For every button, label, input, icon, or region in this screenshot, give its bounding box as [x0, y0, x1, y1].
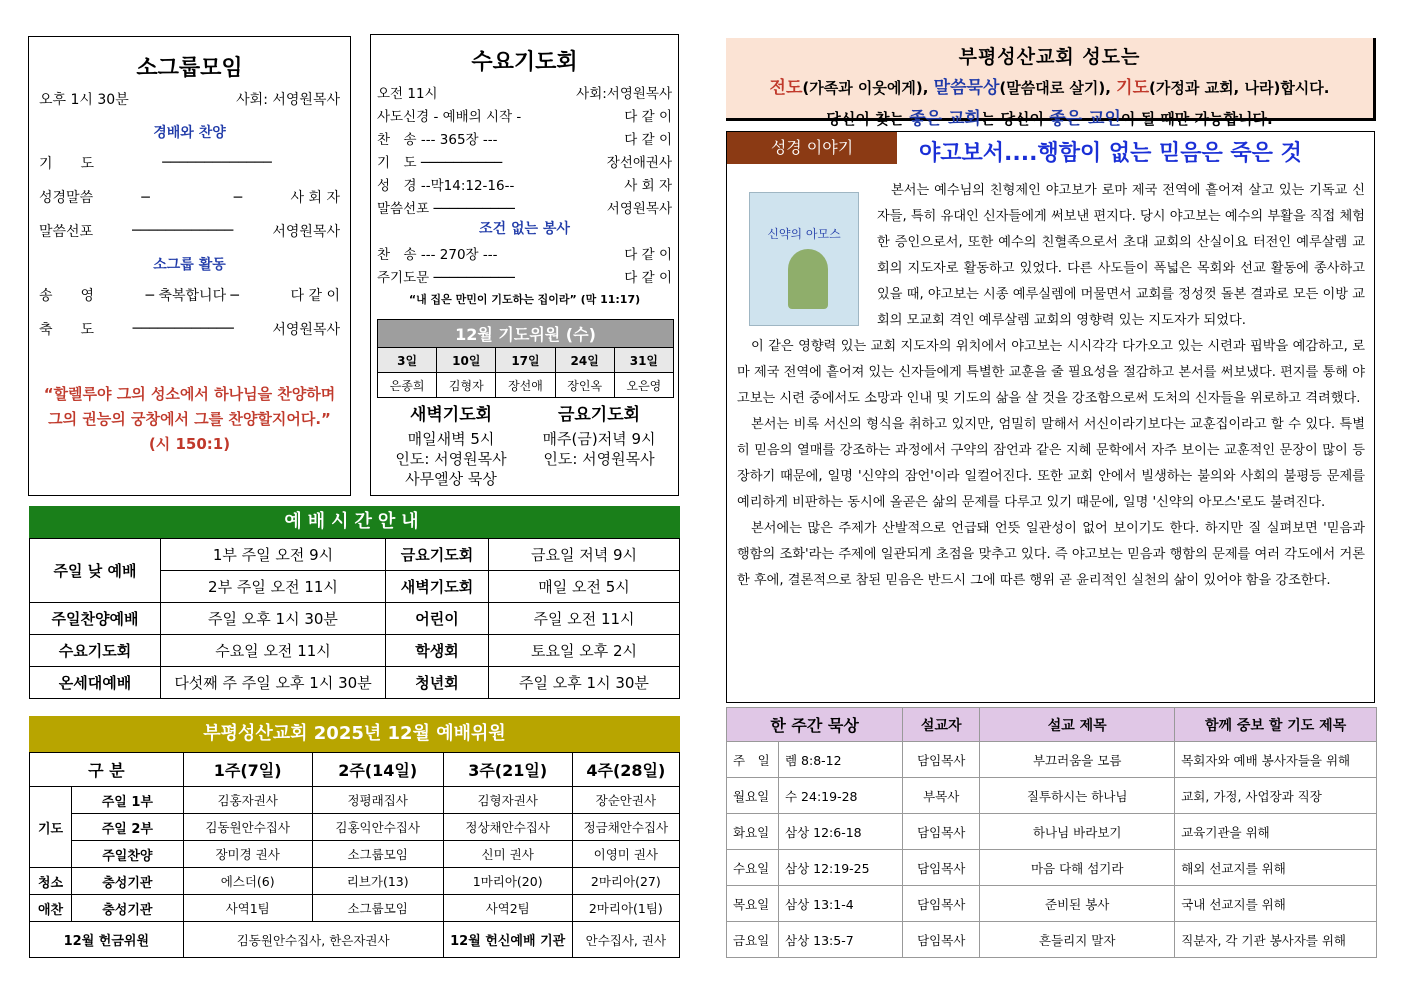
dc-cell: 사역1팀 — [183, 895, 312, 922]
bible-story-title: 야고보서....행함이 없는 믿음은 죽은 것 — [919, 141, 1302, 166]
sg-label: 송 영 — [39, 288, 95, 304]
worship-times-table — [29, 538, 680, 699]
wk-prayer: 목회자와 예배 봉사자들을 위해 — [1175, 742, 1377, 778]
date-cell: 17일 — [496, 348, 555, 373]
sg-right: 다 같 이 — [290, 288, 340, 304]
wp-row — [377, 195, 672, 218]
wp-right: 다 같 이 — [624, 131, 672, 148]
dc-key: 충성기관 — [72, 868, 184, 895]
wk-sermon: 질투하시는 하나님 — [980, 778, 1175, 814]
sg-row — [39, 278, 340, 312]
wt-val: 금요일 저녁 9시 — [489, 539, 680, 571]
wt-val: 다섯째 주 주일 오후 1시 30분 — [161, 667, 386, 699]
wp-row — [377, 103, 672, 126]
wk-preacher: 담임목사 — [903, 742, 980, 778]
wp-left: 사도신경 - 예배의 시작 - — [377, 108, 522, 125]
dc-cell: 김형자권사 — [443, 787, 572, 814]
wp-right: 다 같 이 — [624, 246, 672, 263]
dc-cell: 김동원안수집사 — [183, 814, 312, 841]
wk-preacher: 담임목사 — [903, 814, 980, 850]
wt-val: 매일 오전 5시 — [489, 571, 680, 603]
dc-header: 1주(7일) — [183, 753, 312, 787]
motto-text: (가정과 교회, 나라)합시다. — [1149, 79, 1330, 97]
dc-header: 4주(28일) — [572, 753, 679, 787]
wk-ref: 삼상 12:6-18 — [779, 814, 903, 850]
wed-quote: “내 집은 만민이 기도하는 집이라” (막 11:17) — [408, 293, 641, 306]
sg-right: 사 회 자 — [290, 190, 340, 206]
dc-cell: 정평래집사 — [312, 787, 443, 814]
date-cell: 10일 — [437, 348, 496, 373]
wk-sermon: 하나님 바라보기 — [980, 814, 1175, 850]
wk-day: 화요일 — [727, 814, 779, 850]
wp-row — [377, 241, 672, 264]
sg-mid: ──────────── — [132, 321, 234, 337]
small-group-sub2: 소그룹 활동 — [153, 257, 226, 273]
church-motto — [726, 38, 1376, 129]
wt-val: 주일 오전 11시 — [489, 603, 680, 635]
small-group-box — [28, 36, 351, 496]
motto-word: 좋은 교인 — [1049, 109, 1121, 129]
motto-text: 이 될 때만 가능합니다. — [1120, 110, 1273, 128]
wp-right: 사 회 자 — [624, 177, 672, 194]
name-cell: 김형자 — [437, 373, 496, 398]
dc-cell: 정상채안수집사 — [443, 814, 572, 841]
friday-line: 인도: 서영원목사 — [543, 450, 655, 468]
sg-mid: ─ ─ — [141, 190, 243, 206]
wk-prayer: 교육기관을 위해 — [1175, 814, 1377, 850]
small-group-title: 소그룹모임 — [136, 56, 243, 81]
wp-left: 오전 11시 — [377, 85, 438, 102]
dc-key: 주일 1부 — [72, 787, 184, 814]
dc-offering-label: 12월 헌금위원 — [30, 922, 184, 958]
wk-header: 한 주간 묵상 — [727, 708, 903, 742]
wt-key: 청년회 — [386, 667, 489, 699]
sg-row — [39, 180, 340, 214]
book-cover-title: 신약의 아모스 — [767, 227, 841, 241]
sg-label: 축 도 — [39, 322, 95, 338]
wt-key: 주일 낮 예배 — [30, 539, 161, 603]
wp-row — [377, 172, 672, 195]
name-cell: 장선애 — [496, 373, 555, 398]
psalm-verse: “할렐루야 그의 성소에서 하나님을 찬양하며 그의 권능의 궁창에서 그를 찬양할지어다.” (시 150:1) — [43, 385, 336, 453]
date-cell: 24일 — [555, 348, 614, 373]
motto-text: 당신이 찾는 — [826, 110, 910, 128]
motto-title: 부평성산교회 성도는 — [958, 46, 1141, 68]
wp-row — [377, 264, 672, 287]
prayer-committee-table — [377, 319, 674, 398]
dc-header: 3주(21일) — [443, 753, 572, 787]
wt-key: 어린이 — [386, 603, 489, 635]
dawn-line: 사무엘상 묵상 — [405, 470, 497, 488]
small-group-time: 오후 1시 30분 — [39, 92, 129, 108]
december-committee-header: 부평성산교회 2025년 12월 예배위원 — [29, 716, 680, 752]
dc-cell: 장순안권사 — [572, 787, 679, 814]
sg-label: 성경말씀 — [39, 190, 94, 206]
sg-mid: ──────────── — [132, 223, 234, 239]
sg-right: 서영원목사 — [272, 322, 340, 338]
dc-key: 청소 — [30, 868, 72, 895]
wp-left: 성 경 --막14:12-16-- — [377, 177, 515, 194]
dc-offering: 김동원안수집사, 한은자권사 — [183, 922, 443, 958]
december-committee-table — [29, 752, 680, 958]
sg-label: 말씀선포 — [39, 224, 94, 240]
wk-preacher: 담임목사 — [903, 850, 980, 886]
wp-row — [377, 126, 672, 149]
wt-key: 새벽기도회 — [386, 571, 489, 603]
wk-prayer: 직분자, 각 기관 봉사자를 위해 — [1175, 922, 1377, 958]
prophet-figure-icon — [788, 249, 828, 309]
dc-dedication-label: 12월 헌신예배 기관 — [443, 922, 572, 958]
dawn-prayer — [381, 405, 521, 489]
wp-left: 찬 송 --- 365장 --- — [377, 131, 498, 148]
dc-prayer-label: 기도 — [30, 787, 72, 868]
dc-cell: 리브가(13) — [312, 868, 443, 895]
bible-paragraph: 본서는 비록 서신의 형식을 취하고 있지만, 엄밀히 말해서 서신이라기보다는 교훈집이라고 할 수 있다. 특별히 믿음의 열매를 강조하는 과정에서 구약의 잠언과 같은 지혜 문학에서 자주 보이는 교훈적인 문장이 많이 등장하기 때문에, 일명 '신약의 잠언'이라 일컬어진다. 또한 교회 안에서 빌생하는 불의와 사회의 불평등 문제를 예리하게 비판하는 동시에 올곧은 삶의 문제를 다루고 있기 때문에, 일명 '신약의 아모스'로도 불려진다. — [737, 417, 1365, 510]
dc-cell: 장미경 권사 — [183, 841, 312, 868]
wt-val: 2부 주일 오전 11시 — [161, 571, 386, 603]
dawn-title: 새벽기도회 — [409, 405, 493, 425]
prayer-committee-title: 12월 기도위원 (수) — [378, 320, 674, 348]
dawn-line: 매일새벽 5시 — [407, 430, 495, 448]
sg-mid: ───────────── — [162, 155, 272, 171]
date-cell: 31일 — [614, 348, 673, 373]
wk-header: 함께 중보 할 기도 제목 — [1175, 708, 1377, 742]
motto-text: (말씀대로 살기), — [999, 79, 1117, 97]
dc-key: 주일찬양 — [72, 841, 184, 868]
motto-word: 기도 — [1116, 78, 1150, 98]
motto-word: 좋은 교회 — [909, 109, 981, 129]
wk-preacher: 담임목사 — [903, 886, 980, 922]
wk-day: 금요일 — [727, 922, 779, 958]
weekly-meditation-table — [726, 707, 1377, 958]
friday-title: 금요기도회 — [557, 405, 641, 425]
wed-title: 수요기도회 — [471, 50, 578, 75]
small-group-sub1: 경배와 찬양 — [153, 125, 226, 141]
wk-header: 설교 제목 — [980, 708, 1175, 742]
motto-text: (가족과 이웃에게), — [802, 79, 934, 97]
bible-paragraph: 이 같은 영향력 있는 교회 지도자의 위치에서 야고보는 시시각각 다가오고 있는 시련과 핍박을 예감하고, 로마 제국 전역에 흩어져 있는 신자들에게 특별한 교훈을 줄 필요성을 절감하고 본서를 써보냈다. 편지를 통해 야고보는 시련 중에서도 소망과 인내 및 기도의 삶을 살 것을 강조함으로써 도처의 신자들을 위로하고 격려했다. — [737, 339, 1365, 406]
wp-right: 서영원목사 — [606, 200, 672, 217]
book-cover-image — [749, 192, 859, 326]
dc-cell: 1마리아(20) — [443, 868, 572, 895]
dc-cell: 사역2팀 — [443, 895, 572, 922]
dc-header: 2주(14일) — [312, 753, 443, 787]
wt-key: 금요기도회 — [386, 539, 489, 571]
wk-sermon: 마음 다해 섬기라 — [980, 850, 1175, 886]
dc-header: 구 분 — [30, 753, 184, 787]
wt-key: 온세대예배 — [30, 667, 161, 699]
dc-key: 주일 2부 — [72, 814, 184, 841]
friday-line: 매주(금)저녁 9시 — [542, 430, 656, 448]
wt-key: 학생회 — [386, 635, 489, 667]
motto-word: 말씀묵상 — [933, 78, 1000, 98]
motto-word: 전도 — [769, 78, 803, 98]
name-cell: 장인옥 — [555, 373, 614, 398]
motto-line3 — [726, 104, 1373, 129]
dawn-line: 인도: 서영원목사 — [395, 450, 507, 468]
wp-right: 장선애권사 — [606, 154, 672, 171]
wk-sermon: 부끄러움을 모름 — [980, 742, 1175, 778]
wt-val: 주일 오후 1시 30분 — [489, 667, 680, 699]
wk-ref: 삼상 13:1-4 — [779, 886, 903, 922]
wed-sub: 조건 없는 봉사 — [479, 221, 570, 237]
bible-paragraph: 본서는 예수님의 친형제인 야고보가 로마 제국 전역에 흩어져 살고 있는 기독교 신자들, 특히 유대인 신자들에게 써보낸 편지다. 당시 야고보는 예수의 부활을 직접 체험한 증인으로서, 또한 예수의 친혈족으로서 초대 교회의 산실이요 터전인 예루살렘 교회의 지도자로 활동하고 있었다. 다른 사도들이 폭넓은 목회와 선교 활동에 종사하고 있을 때, 야고보는 시종 예루실렘에 머물면서 교회를 정성껏 돌본 결과로 모든 이방 교회의 모교회 격인 예루살렘 교회의 영향력 있는 지도자가 되었다. — [877, 183, 1365, 328]
wk-day: 월요일 — [727, 778, 779, 814]
worship-times-header: 예배시간안내 — [29, 506, 680, 538]
wp-row — [377, 149, 672, 172]
sg-row — [39, 214, 340, 248]
wt-val: 토요일 오후 2시 — [489, 635, 680, 667]
dc-cell: 김홍익안수집사 — [312, 814, 443, 841]
dc-dedication: 안수집사, 권사 — [572, 922, 679, 958]
wp-row — [377, 80, 672, 103]
bible-story-tag: 성경 이야기 — [727, 132, 897, 164]
wt-val: 1부 주일 오전 9시 — [161, 539, 386, 571]
wk-prayer: 해외 선교지를 위해 — [1175, 850, 1377, 886]
wk-ref: 렘 8:8-12 — [779, 742, 903, 778]
dc-cell: 소그룹모임 — [312, 841, 443, 868]
wp-left: 말씀선포 ────────── — [377, 200, 515, 217]
wp-right: 다 같 이 — [624, 108, 672, 125]
dc-key: 애찬 — [30, 895, 72, 922]
wk-preacher: 담임목사 — [903, 922, 980, 958]
sg-mid: ─ 축복합니다 ─ — [145, 288, 239, 304]
wednesday-prayer-box — [370, 34, 679, 496]
dc-cell: 2마리아(27) — [572, 868, 679, 895]
wt-key: 주일찬양예배 — [30, 603, 161, 635]
wk-ref: 수 24:19-28 — [779, 778, 903, 814]
wt-val: 수요일 오전 11시 — [161, 635, 386, 667]
dc-cell: 김홍자권사 — [183, 787, 312, 814]
wk-ref: 삼상 12:19-25 — [779, 850, 903, 886]
sg-row — [39, 146, 340, 180]
dc-cell: 신미 권사 — [443, 841, 572, 868]
wk-ref: 삼상 13:5-7 — [779, 922, 903, 958]
wp-left: 기 도 ────────── — [377, 154, 503, 171]
wk-prayer: 교회, 가정, 사업장과 직장 — [1175, 778, 1377, 814]
motto-line2 — [726, 73, 1373, 98]
dc-cell: 소그룹모임 — [312, 895, 443, 922]
bible-paragraph: 본서에는 많은 주제가 산발적으로 언급돼 언뜻 일관성이 없어 보이기도 한다. 하지만 질 실펴보면 '믿음과 행함의 조화'라는 주제에 일관되게 초점을 맞추고 있다. 즉 야고보는 믿음과 행함의 문제를 여러 각도에서 거론한 후에, 결론적으로 참된 믿음은 반드시 그에 따른 행위 곧 윤리적인 실천의 삶이 있어야 함을 강조한다. — [737, 521, 1365, 588]
dc-cell: 이영미 권사 — [572, 841, 679, 868]
dc-cell: 2마리아(1팀) — [572, 895, 679, 922]
small-group-host: 사회: 서영원목사 — [236, 92, 340, 108]
name-cell: 오은영 — [614, 373, 673, 398]
wp-left: 찬 송 --- 270장 --- — [377, 246, 498, 263]
sg-label: 기 도 — [39, 156, 95, 172]
wp-right: 사회:서영원목사 — [576, 85, 672, 102]
wt-key: 수요기도회 — [30, 635, 161, 667]
wk-sermon: 준비된 봉사 — [980, 886, 1175, 922]
wk-preacher: 부목사 — [903, 778, 980, 814]
sg-right: 서영원목사 — [272, 224, 340, 240]
dc-key: 충성기관 — [72, 895, 184, 922]
wp-left: 주기도문 ────────── — [377, 269, 515, 286]
wk-prayer: 국내 선교지를 위해 — [1175, 886, 1377, 922]
date-cell: 3일 — [378, 348, 437, 373]
wk-day: 수요일 — [727, 850, 779, 886]
name-cell: 은종희 — [378, 373, 437, 398]
dc-cell: 정금채안수집사 — [572, 814, 679, 841]
motto-text: 는 당신이 — [980, 110, 1050, 128]
wk-day: 목요일 — [727, 886, 779, 922]
wk-header: 설교자 — [903, 708, 980, 742]
wt-val: 주일 오후 1시 30분 — [161, 603, 386, 635]
wk-day: 주 일 — [727, 742, 779, 778]
friday-prayer — [529, 405, 669, 469]
wk-sermon: 흔들리지 말자 — [980, 922, 1175, 958]
bible-story-box — [726, 131, 1375, 703]
wp-right: 다 같 이 — [624, 269, 672, 286]
sg-row — [39, 312, 340, 346]
dc-cell: 에스더(6) — [183, 868, 312, 895]
small-group-time-row — [39, 82, 340, 116]
